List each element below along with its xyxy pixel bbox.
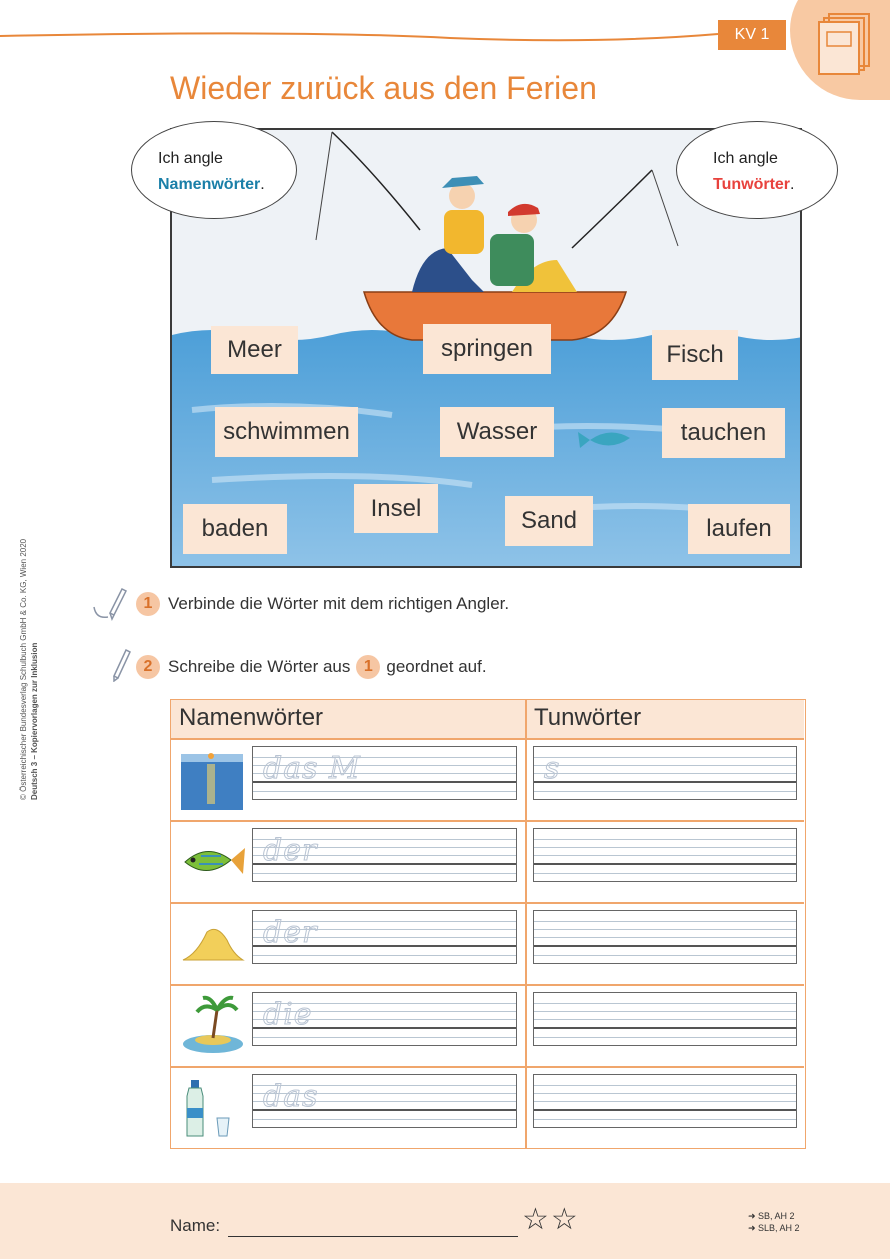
sand-icon <box>177 910 247 976</box>
task-1-number: 1 <box>136 592 160 616</box>
word-card[interactable]: Meer <box>211 326 298 374</box>
writing-lines-verb[interactable] <box>533 1074 797 1128</box>
copyright-note <box>18 500 40 800</box>
writing-lines-verb[interactable] <box>533 746 797 800</box>
reference-sb: ➜ SB, AH 2 <box>748 1211 795 1221</box>
trace-text: das <box>263 1079 319 1114</box>
bubble-right-suffix: . <box>790 176 795 193</box>
speech-bubble-right <box>676 121 838 219</box>
column-header-nouns: Namenwörter <box>171 700 525 738</box>
name-input-line[interactable] <box>228 1236 518 1237</box>
word-card[interactable]: Sand <box>505 496 593 546</box>
bubble-right-keyword: Tunwörter <box>713 176 791 193</box>
row-divider <box>171 738 804 740</box>
speech-bubble-left <box>131 121 297 219</box>
writing-lines-verb[interactable] <box>533 828 797 882</box>
name-label: Name: <box>170 1216 221 1235</box>
references <box>748 1210 800 1234</box>
page-title: Wieder zurück aus den Ferien <box>170 70 597 106</box>
column-header-verbs: Tunwörter <box>526 700 804 738</box>
row-divider <box>171 820 804 822</box>
word-card[interactable]: Insel <box>354 484 438 533</box>
task-2-number: 2 <box>136 655 160 679</box>
row-divider <box>171 1066 804 1068</box>
writing-lines-noun[interactable] <box>252 828 517 882</box>
task-2-ref-number: 1 <box>356 655 380 679</box>
fish-icon <box>177 828 247 894</box>
bubble-right-text: Ich angle <box>713 150 778 167</box>
trace-text: der <box>263 833 318 868</box>
task-1-text: Verbinde die Wörter mit dem richtigen Angler. <box>168 594 510 613</box>
word-card[interactable]: tauchen <box>662 408 785 458</box>
word-card[interactable]: laufen <box>688 504 790 554</box>
water-bottle-icon <box>177 1074 247 1140</box>
trace-text: die <box>263 997 313 1032</box>
task-2-text-before: Schreibe die Wörter aus <box>168 657 351 676</box>
writing-lines-noun[interactable] <box>252 746 517 800</box>
trace-text: s <box>544 751 561 786</box>
book-stack-icon <box>815 10 877 76</box>
bubble-left-suffix: . <box>260 176 265 193</box>
word-card[interactable]: springen <box>423 324 551 374</box>
word-sorting-table <box>170 699 806 1149</box>
writing-lines-noun[interactable] <box>252 992 517 1046</box>
book-title-line: Deutsch 3 – Kopiervorlagen zur Inklusion <box>30 642 39 800</box>
trace-text: das M <box>263 751 361 786</box>
reference-slb: ➜ SLB, AH 2 <box>748 1223 800 1233</box>
rating-stars[interactable]: ☆☆ <box>522 1203 580 1236</box>
bubble-left-text: Ich angle <box>158 150 223 167</box>
word-card[interactable]: Fisch <box>652 330 738 380</box>
task-2-text-after: geordnet auf. <box>386 657 487 676</box>
word-card[interactable]: schwimmen <box>215 407 358 457</box>
trace-text: der <box>263 915 318 950</box>
word-card[interactable]: Wasser <box>440 407 554 457</box>
row-divider <box>171 984 804 986</box>
pencil-icon <box>92 585 128 621</box>
writing-lines-noun[interactable] <box>252 1074 517 1128</box>
task-1 <box>136 592 509 616</box>
task-2 <box>136 655 487 679</box>
writing-lines-verb[interactable] <box>533 910 797 964</box>
writing-lines-noun[interactable] <box>252 910 517 964</box>
column-divider <box>525 700 527 1148</box>
word-card[interactable]: baden <box>183 504 287 554</box>
writing-lines-verb[interactable] <box>533 992 797 1046</box>
sea-icon <box>177 746 247 812</box>
island-icon <box>177 992 247 1058</box>
copyright-line: © Österreichischer Bundesverlag Schulbuch GmbH & Co. KG, Wien 2020 <box>19 538 28 800</box>
kv-badge: KV 1 <box>718 20 786 50</box>
pencil-icon <box>104 646 134 682</box>
row-divider <box>171 902 804 904</box>
bubble-left-keyword: Namenwörter <box>158 176 261 193</box>
